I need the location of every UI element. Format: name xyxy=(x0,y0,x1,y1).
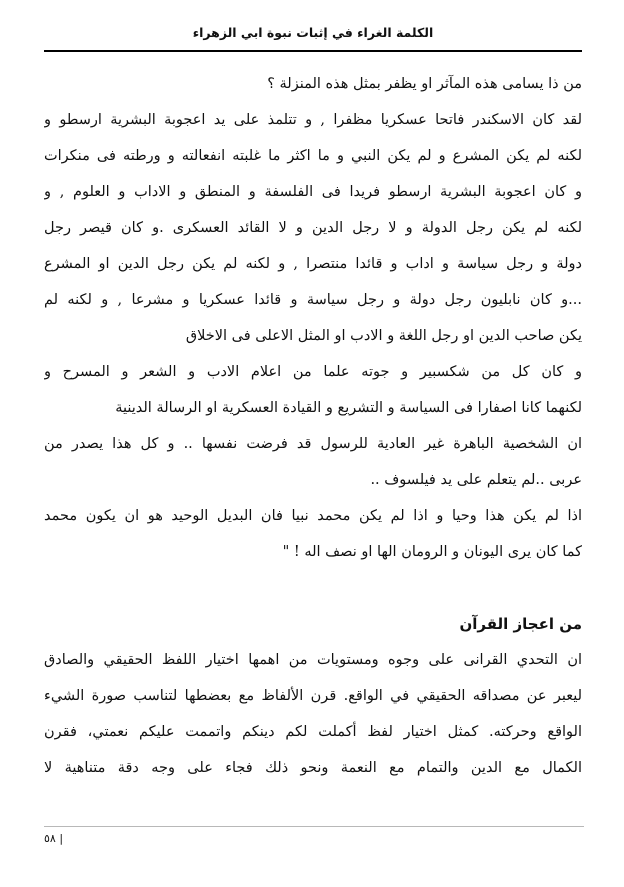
body-line: من ذا يسامى هذه المآثر او يظفر بمثل هذه المنزلة ؟ xyxy=(267,76,582,92)
paragraph-spacer xyxy=(44,570,582,606)
body-line: اذا لم يكن هذا وحيا و اذا لم يكن محمد نبيا فان البديل الوحيد هو ان يكون محمد xyxy=(44,508,582,524)
body-line: كما كان يرى اليونان و الرومان الها او نصف اله ! " xyxy=(282,544,582,560)
body-line: ان الشخصية الباهرة غير العادية للرسول قد فرضت نفسها .. و كل هذا يصدر من xyxy=(44,436,582,452)
body-line: يكن صاحب الدين او رجل اللغة و الادب او المثل الاعلى فى الاخلاق xyxy=(185,328,582,344)
book-title: الكلمة الغراء في إثبات نبوة ابي الزهراء xyxy=(192,25,434,40)
running-header xyxy=(44,20,582,52)
body-line: الكمال مع الدين والتمام مع النعمة ونحو ذلك فجاء على وجه دقة متناهية لا xyxy=(44,760,582,776)
body-line: لكنه لم يكن رجل الدولة و لا رجل الدين و لا القائد العسكرى .و كان قيصر رجل xyxy=(44,220,582,236)
body-line: لقد كان الاسكندر فاتحا عسكريا مظفرا , و تتلمذ على يد اعجوبة البشرية ارسطو و xyxy=(44,112,582,128)
body-line: ليعبر عن مصداقه الحقيقي في الواقع. قرن الألفاظ مع بعضطها لتناسب صورة الشيء xyxy=(44,688,582,704)
body-line: و كان كل من شكسبير و جوته علما من اعلام الادب و الشعر و المسرح و xyxy=(44,364,582,380)
body-line: لكنه لم يكن المشرع و لم يكن النبي و ما اكثر ما غلبته انفعالته و ورطته فى منكرات xyxy=(44,148,582,164)
body-line: و كان اعجوبة البشرية ارسطو فريدا فى الفلسفة و المنطق و الاداب و العلوم , و xyxy=(44,184,582,200)
page-footer xyxy=(44,826,584,851)
body-line: دولة و رجل سياسة و اداب و قائدا منتصرا , و لكنه لم يكن رجل الدين او المشرع xyxy=(44,256,582,272)
body-line: ان التحدي القرانى على وجوه ومستويات من اهمها اختيار اللفظ الحقيقي والصادق xyxy=(44,652,582,668)
page-body xyxy=(44,66,582,786)
body-line: لكنهما كانا اصفارا فى السياسة و التشريع و القيادة العسكرية او الرسالة الدينية xyxy=(115,400,582,416)
body-line: ...و كان نابليون رجل دولة و رجل سياسة و قائدا عسكريا و مشرعا , و لكنه لم xyxy=(44,292,582,308)
section-heading: من اعجاز القرآن xyxy=(459,615,582,633)
page-number: ٥٨ | xyxy=(44,832,64,845)
body-line: الواقع وحركته. كمثل اختيار لفظ أكملت لكم دينكم واتممت عليكم نعمتي، فقرن xyxy=(44,724,582,740)
body-line: عربى ..لم يتعلم على يد فيلسوف .. xyxy=(370,472,582,488)
